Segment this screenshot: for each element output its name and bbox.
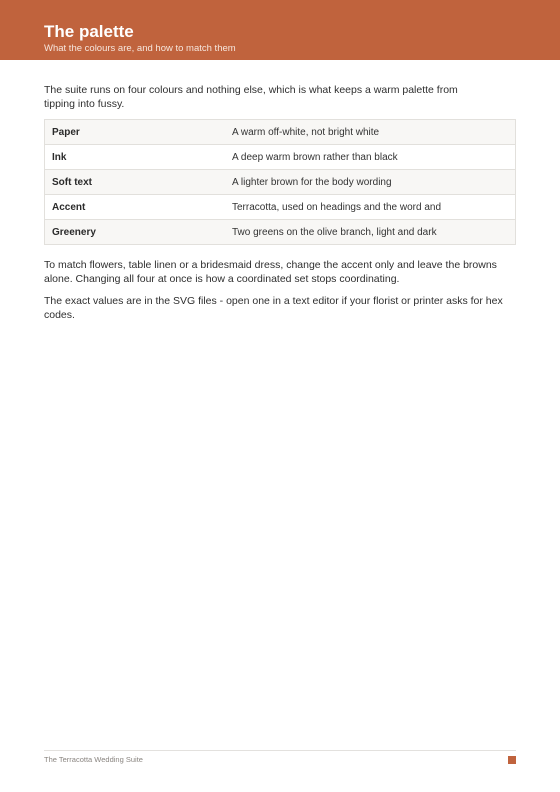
- palette-table: [44, 119, 516, 245]
- table-row: [45, 170, 516, 195]
- colour-description: A warm off-white, not bright white: [225, 120, 516, 145]
- page-header: [0, 0, 560, 60]
- colour-description: Terracotta, used on headings and the word and: [225, 195, 516, 220]
- colour-name: Ink: [45, 145, 226, 170]
- footer-title: The Terracotta Wedding Suite: [44, 755, 143, 764]
- table-row: [45, 120, 516, 145]
- matching-paragraph: To match flowers, table linen or a bridesmaid dress, change the accent only and leave the browns alone. Changing all four at once is how a coordinated set stops coordinating.: [44, 259, 497, 285]
- table-row: [45, 195, 516, 220]
- table-row: [45, 220, 516, 245]
- colour-name: Accent: [45, 195, 226, 220]
- page-content: [44, 83, 516, 322]
- values-paragraph: The exact values are in the SVG files - open one in a text editor if your florist or printer asks for hex codes.: [44, 295, 503, 321]
- page-title: The palette: [44, 22, 134, 41]
- accent-square-icon: [508, 756, 516, 764]
- footer-divider: [44, 750, 516, 751]
- colour-name: Soft text: [45, 170, 226, 195]
- intro-paragraph: The suite runs on four colours and nothing else, which is what keeps a warm palette from tipping into fussy.: [44, 84, 458, 110]
- colour-name: Greenery: [45, 220, 226, 245]
- colour-name: Paper: [45, 120, 226, 145]
- colour-description: Two greens on the olive branch, light and dark: [225, 220, 516, 245]
- colour-description: A deep warm brown rather than black: [225, 145, 516, 170]
- page-subtitle: What the colours are, and how to match them: [44, 43, 236, 54]
- colour-description: A lighter brown for the body wording: [225, 170, 516, 195]
- table-row: [45, 145, 516, 170]
